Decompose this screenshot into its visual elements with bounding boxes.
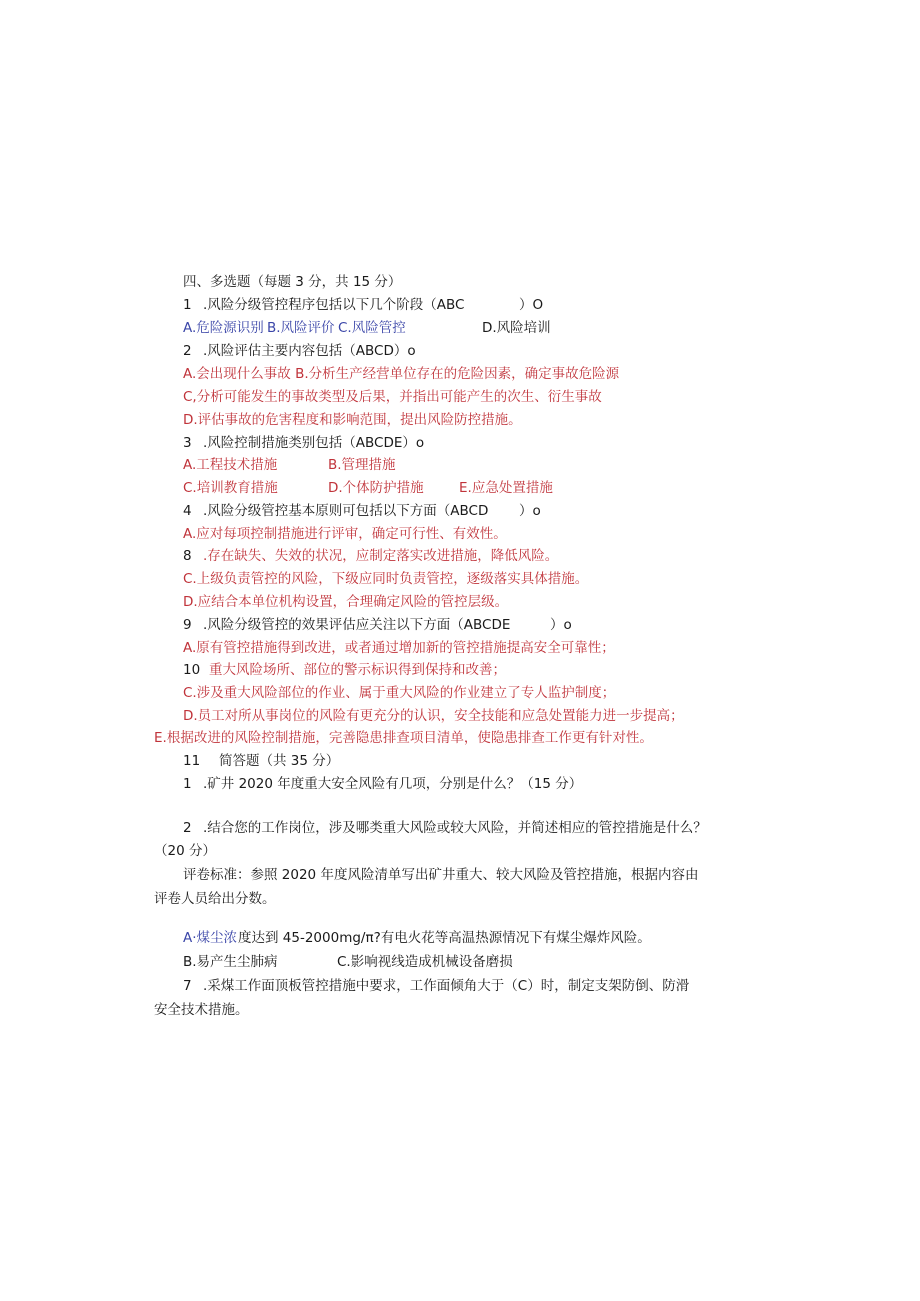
- option-d: D.个体防护措施: [328, 480, 424, 496]
- question-number: 2: [183, 820, 192, 836]
- option-a: A.应对每项控制措施进行评审，确定可行性、有效性。: [183, 526, 507, 542]
- option-b: B.风险评价: [267, 320, 335, 336]
- question-number: 3: [183, 435, 192, 451]
- question-text-continued: （20 分）: [154, 843, 216, 859]
- question-number: 1: [183, 297, 192, 313]
- option-a: A.工程技术措施: [183, 457, 278, 473]
- option-b-prefix: 8: [183, 548, 192, 564]
- option-c: C.上级负责管控的风险，下级应同时负责管控，逐级落实具体措施。: [183, 571, 589, 587]
- option-c: C.风险管控: [338, 320, 406, 336]
- grading-criteria: 评卷标准：参照 2020 年度风险清单写出矿井重大、较大风险及管控措施，根据内容由: [183, 867, 699, 883]
- question-stem: .风险评估主要内容包括（ABCD）o: [203, 343, 416, 359]
- question-number: 4: [183, 503, 192, 519]
- section-heading-multiple-choice: 四、多选题（每题 3 分，共 15 分）: [183, 274, 402, 290]
- option-c: C.涉及重大风险部位的作业、属于重大风险的作业建立了专人监护制度；: [183, 685, 616, 701]
- option-c: C.培训教育措施: [183, 480, 278, 496]
- option-a: A.危险源识别: [183, 320, 264, 336]
- question-number: 2: [183, 343, 192, 359]
- option-b: .存在缺失、失效的状况，应制定落实改进措施，降低风险。: [203, 548, 559, 564]
- question-stem: .风险控制措施类别包括（ABCDE）o: [203, 435, 425, 451]
- question-text: .结合您的工作岗位，涉及哪类重大风险或较大风险，并简述相应的管控措施是什么？: [203, 820, 707, 836]
- option-a-tail: 度达到 45-2000mg/π?有电火花等高温热源情况下有煤尘爆炸风险。: [238, 930, 651, 946]
- option-d: D.评估事故的危害程度和影响范围，提出风险防控措施。: [183, 412, 522, 428]
- option-b: 重大风险场所、部位的警示标识得到保持和改善；: [209, 662, 506, 678]
- question-stem: .风险分级管控的效果评估应关注以下方面（ABCDE: [203, 617, 511, 633]
- option-b: B.管理措施: [328, 457, 396, 473]
- section-heading-short-answer: 简答题（共 35 分）: [219, 753, 340, 769]
- question-suffix: ）o: [550, 617, 572, 633]
- question-text: .矿井 2020 年度重大安全风险有几项，分别是什么？（15 分）: [203, 776, 583, 792]
- section-number: 11: [183, 753, 201, 769]
- question-stem: .风险分级管控程序包括以下几个阶段（ABC: [203, 297, 465, 313]
- question-stem: .风险分级管控基本原则可包括以下方面（ABCD: [203, 503, 489, 519]
- option-c: C,分析可能发生的事故类型及后果，并指出可能产生的次生、衍生事故: [183, 389, 602, 405]
- option-d: D.风险培训: [482, 320, 551, 336]
- question-number: 7: [183, 978, 192, 994]
- question-suffix: ）O: [519, 297, 544, 313]
- option-b-prefix: 10: [183, 662, 201, 678]
- question-suffix: ）o: [519, 503, 541, 519]
- option-a-head: A·煤尘浓: [183, 930, 238, 946]
- question-text: .采煤工作面顶板管控措施中要求，工作面倾角大于（C）时，制定支架防倒、防滑: [203, 978, 690, 994]
- option-b: B.易产生尘肺病: [183, 954, 278, 970]
- option-d: D.员工对所从事岗位的风险有更充分的认识，安全技能和应急处置能力进一步提高；: [183, 708, 684, 724]
- option-a: A.原有管控措施得到改进，或者通过增加新的管控措施提高安全可靠性；: [183, 640, 615, 656]
- option-ab: A.会出现什么事故 B.分析生产经营单位存在的危险因素，确定事故危险源: [183, 366, 620, 382]
- option-e: E.根据改进的风险控制措施，完善隐患排查项目清单，使隐患排查工作更有针对性。: [154, 730, 653, 746]
- question-text-continued: 安全技术措施。: [154, 1002, 249, 1018]
- question-number: 9: [183, 617, 192, 633]
- question-number: 1: [183, 776, 192, 792]
- grading-criteria-continued: 评卷人员给出分数。: [154, 891, 276, 907]
- option-e: E.应急处置措施: [459, 480, 553, 496]
- option-c: C.影响视线造成机械设备磨损: [337, 954, 513, 970]
- option-d: D.应结合本单位机构设置，合理确定风险的管控层级。: [183, 594, 509, 610]
